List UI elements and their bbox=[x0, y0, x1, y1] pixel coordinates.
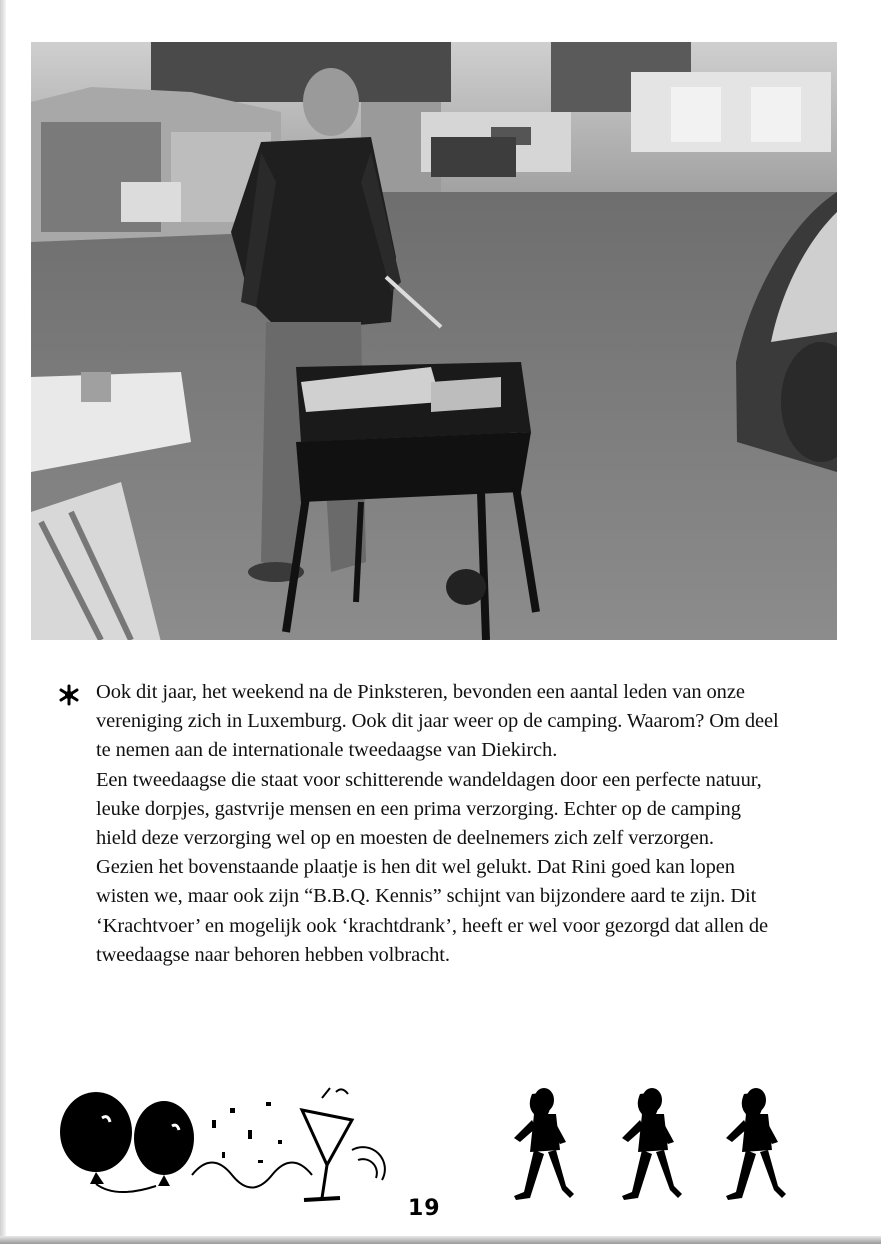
page-edge-bottom bbox=[0, 1236, 881, 1244]
page-edge-left bbox=[0, 0, 6, 1244]
page-number: 19 bbox=[408, 1196, 441, 1221]
article-paragraph: Ook dit jaar, het weekend na de Pinksteren, bevonden een aantal leden van onze vereniging zich in Luxemburg. Ook dit jaar weer op de camping. Waarom? Om deel te nemen aan de internationale tweedaagse van Diekirch. bbox=[96, 681, 779, 762]
walking-women-icon bbox=[496, 1080, 796, 1210]
barbecue-photo bbox=[31, 42, 837, 640]
asterisk-bullet-icon bbox=[58, 684, 80, 706]
article-paragraph: Gezien het bovenstaande plaatje is hen dit wel gelukt. Dat Rini goed kan lopen wisten we, maar ook zijn “B.B.Q. Kennis” schijnt van bijzondere aard te zijn. Dit ‘Krachtvoer’ en mogelijk ook ‘krachtdrank’, heeft er wel voor gezorgd dat allen de tweedaagse naar behoren hebben volbracht. bbox=[96, 856, 769, 966]
article-paragraph: Een tweedaagse die staat voor schitterende wandeldagen door een perfecte natuur, leuke dorpjes, gastvrije mensen en een prima verzorging. Echter op de camping hield deze verzorging wel op en moesten de deelnemers zich zelf verzorgen. bbox=[96, 768, 762, 850]
party-balloons-icon bbox=[52, 1080, 388, 1210]
article-body bbox=[96, 678, 786, 970]
